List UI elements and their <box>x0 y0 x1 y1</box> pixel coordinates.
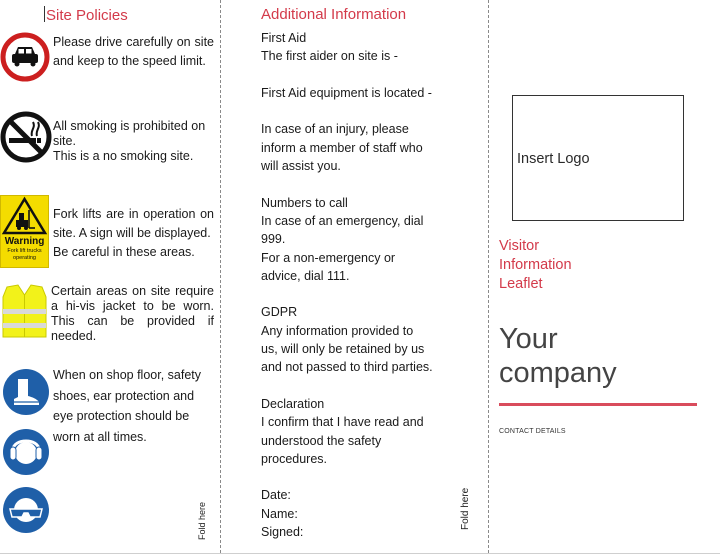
company-name-line-2: company <box>499 357 617 389</box>
numbers-heading: Numbers to call <box>261 195 348 210</box>
first-aid-heading: First Aid <box>261 31 307 45</box>
company-name-line-1: Your <box>499 323 558 355</box>
gdpr-line-1: Any information provided to <box>261 323 414 338</box>
gdpr-heading: GDPR <box>261 305 298 320</box>
ear-protection-icon <box>2 428 50 476</box>
injury-line-1: In case of an injury, please <box>261 122 409 137</box>
first-aid-section <box>261 29 451 66</box>
declaration-section <box>261 395 451 468</box>
first-aider-line: The first aider on site is - <box>261 49 398 64</box>
warning-sign-subtext: Fork lift trucks operating <box>7 248 42 261</box>
fold-label-right: Fold here <box>460 487 471 530</box>
emergency-line-1: In case of an emergency, dial <box>261 213 424 228</box>
policy-forklift-line2: Be careful in these areas. <box>53 245 195 259</box>
injury-line-2: inform a member of staff who <box>261 140 423 155</box>
warning-sign-heading: Warning <box>4 236 45 247</box>
fold-label-left: Fold here <box>197 501 207 540</box>
page-bottom-edge <box>0 553 720 554</box>
additional-info-body <box>261 29 451 541</box>
policy-ppe-text: When on shop floor, safety shoes, ear protection and eye protection should be worn at all times. <box>53 368 202 444</box>
non-emergency-line-1: For a non-emergency or <box>261 250 396 265</box>
eye-protection-icon <box>2 486 50 534</box>
signed-label: Signed: <box>261 525 304 540</box>
gdpr-line-3: and not passed to third parties. <box>261 360 433 375</box>
fold-line-right <box>488 0 489 553</box>
logo-placeholder-text: Insert Logo <box>517 151 590 167</box>
policy-driving-text: Please drive carefully on site and keep to the speed limit. <box>53 35 214 68</box>
policy-smoking-line2: This is a no smoking site. <box>53 149 194 163</box>
gdpr-line-2: us, will only be retained by us <box>261 342 425 357</box>
forklift-warning-sign <box>0 195 49 268</box>
declaration-line-3: procedures. <box>261 451 328 466</box>
numbers-section <box>261 194 451 285</box>
leaflet-title-line-2: Information <box>499 257 572 273</box>
policy-hivis-text: Certain areas on site require a hi-vis jacket to be worn. This can be provided if needed. <box>51 284 214 343</box>
contact-details-label: CONTACT DETAILS <box>499 428 566 435</box>
no-smoking-sign-icon <box>0 110 52 164</box>
signature-section <box>261 486 451 541</box>
injury-section <box>261 120 451 175</box>
declaration-line-1: I confirm that I have read and <box>261 415 424 430</box>
site-policies-title <box>44 6 128 24</box>
policy-forklift-text <box>53 205 214 262</box>
leaflet-title-line-3: Leaflet <box>499 276 543 292</box>
first-aid-equipment-line: First Aid equipment is located - <box>261 85 432 100</box>
accent-divider <box>499 403 697 406</box>
hi-vis-jacket-icon <box>1 283 48 339</box>
name-label: Name: <box>261 506 298 521</box>
injury-line-3: will assist you. <box>261 159 341 174</box>
policy-forklift-line1: Fork lifts are in operation on site. A sign will be displayed. <box>53 207 214 240</box>
non-emergency-line-2: advice, dial 111. <box>261 268 350 283</box>
no-cars-sign-icon <box>0 30 50 84</box>
declaration-heading: Declaration <box>261 396 325 411</box>
logo-placeholder-box[interactable] <box>512 95 684 221</box>
company-name <box>499 322 699 390</box>
text-cursor <box>44 6 45 22</box>
fold-line-left <box>220 0 221 553</box>
gdpr-section <box>261 303 451 376</box>
leaflet-title <box>499 237 619 294</box>
forklift-warning-sign-icon <box>1 196 48 236</box>
safety-boot-icon <box>2 368 50 416</box>
policy-smoking-line1: All smoking is prohibited on site. <box>53 119 206 148</box>
additional-info-title: Additional Information <box>261 6 407 23</box>
first-aid-equipment-section <box>261 84 451 102</box>
emergency-line-2: 999. <box>261 232 286 247</box>
policy-smoking-text <box>53 119 214 164</box>
declaration-line-2: understood the safety <box>261 433 382 448</box>
leaflet-title-line-1: Visitor <box>499 238 540 254</box>
site-policies-title-text: Site Policies <box>46 7 128 24</box>
date-label: Date: <box>261 488 291 503</box>
